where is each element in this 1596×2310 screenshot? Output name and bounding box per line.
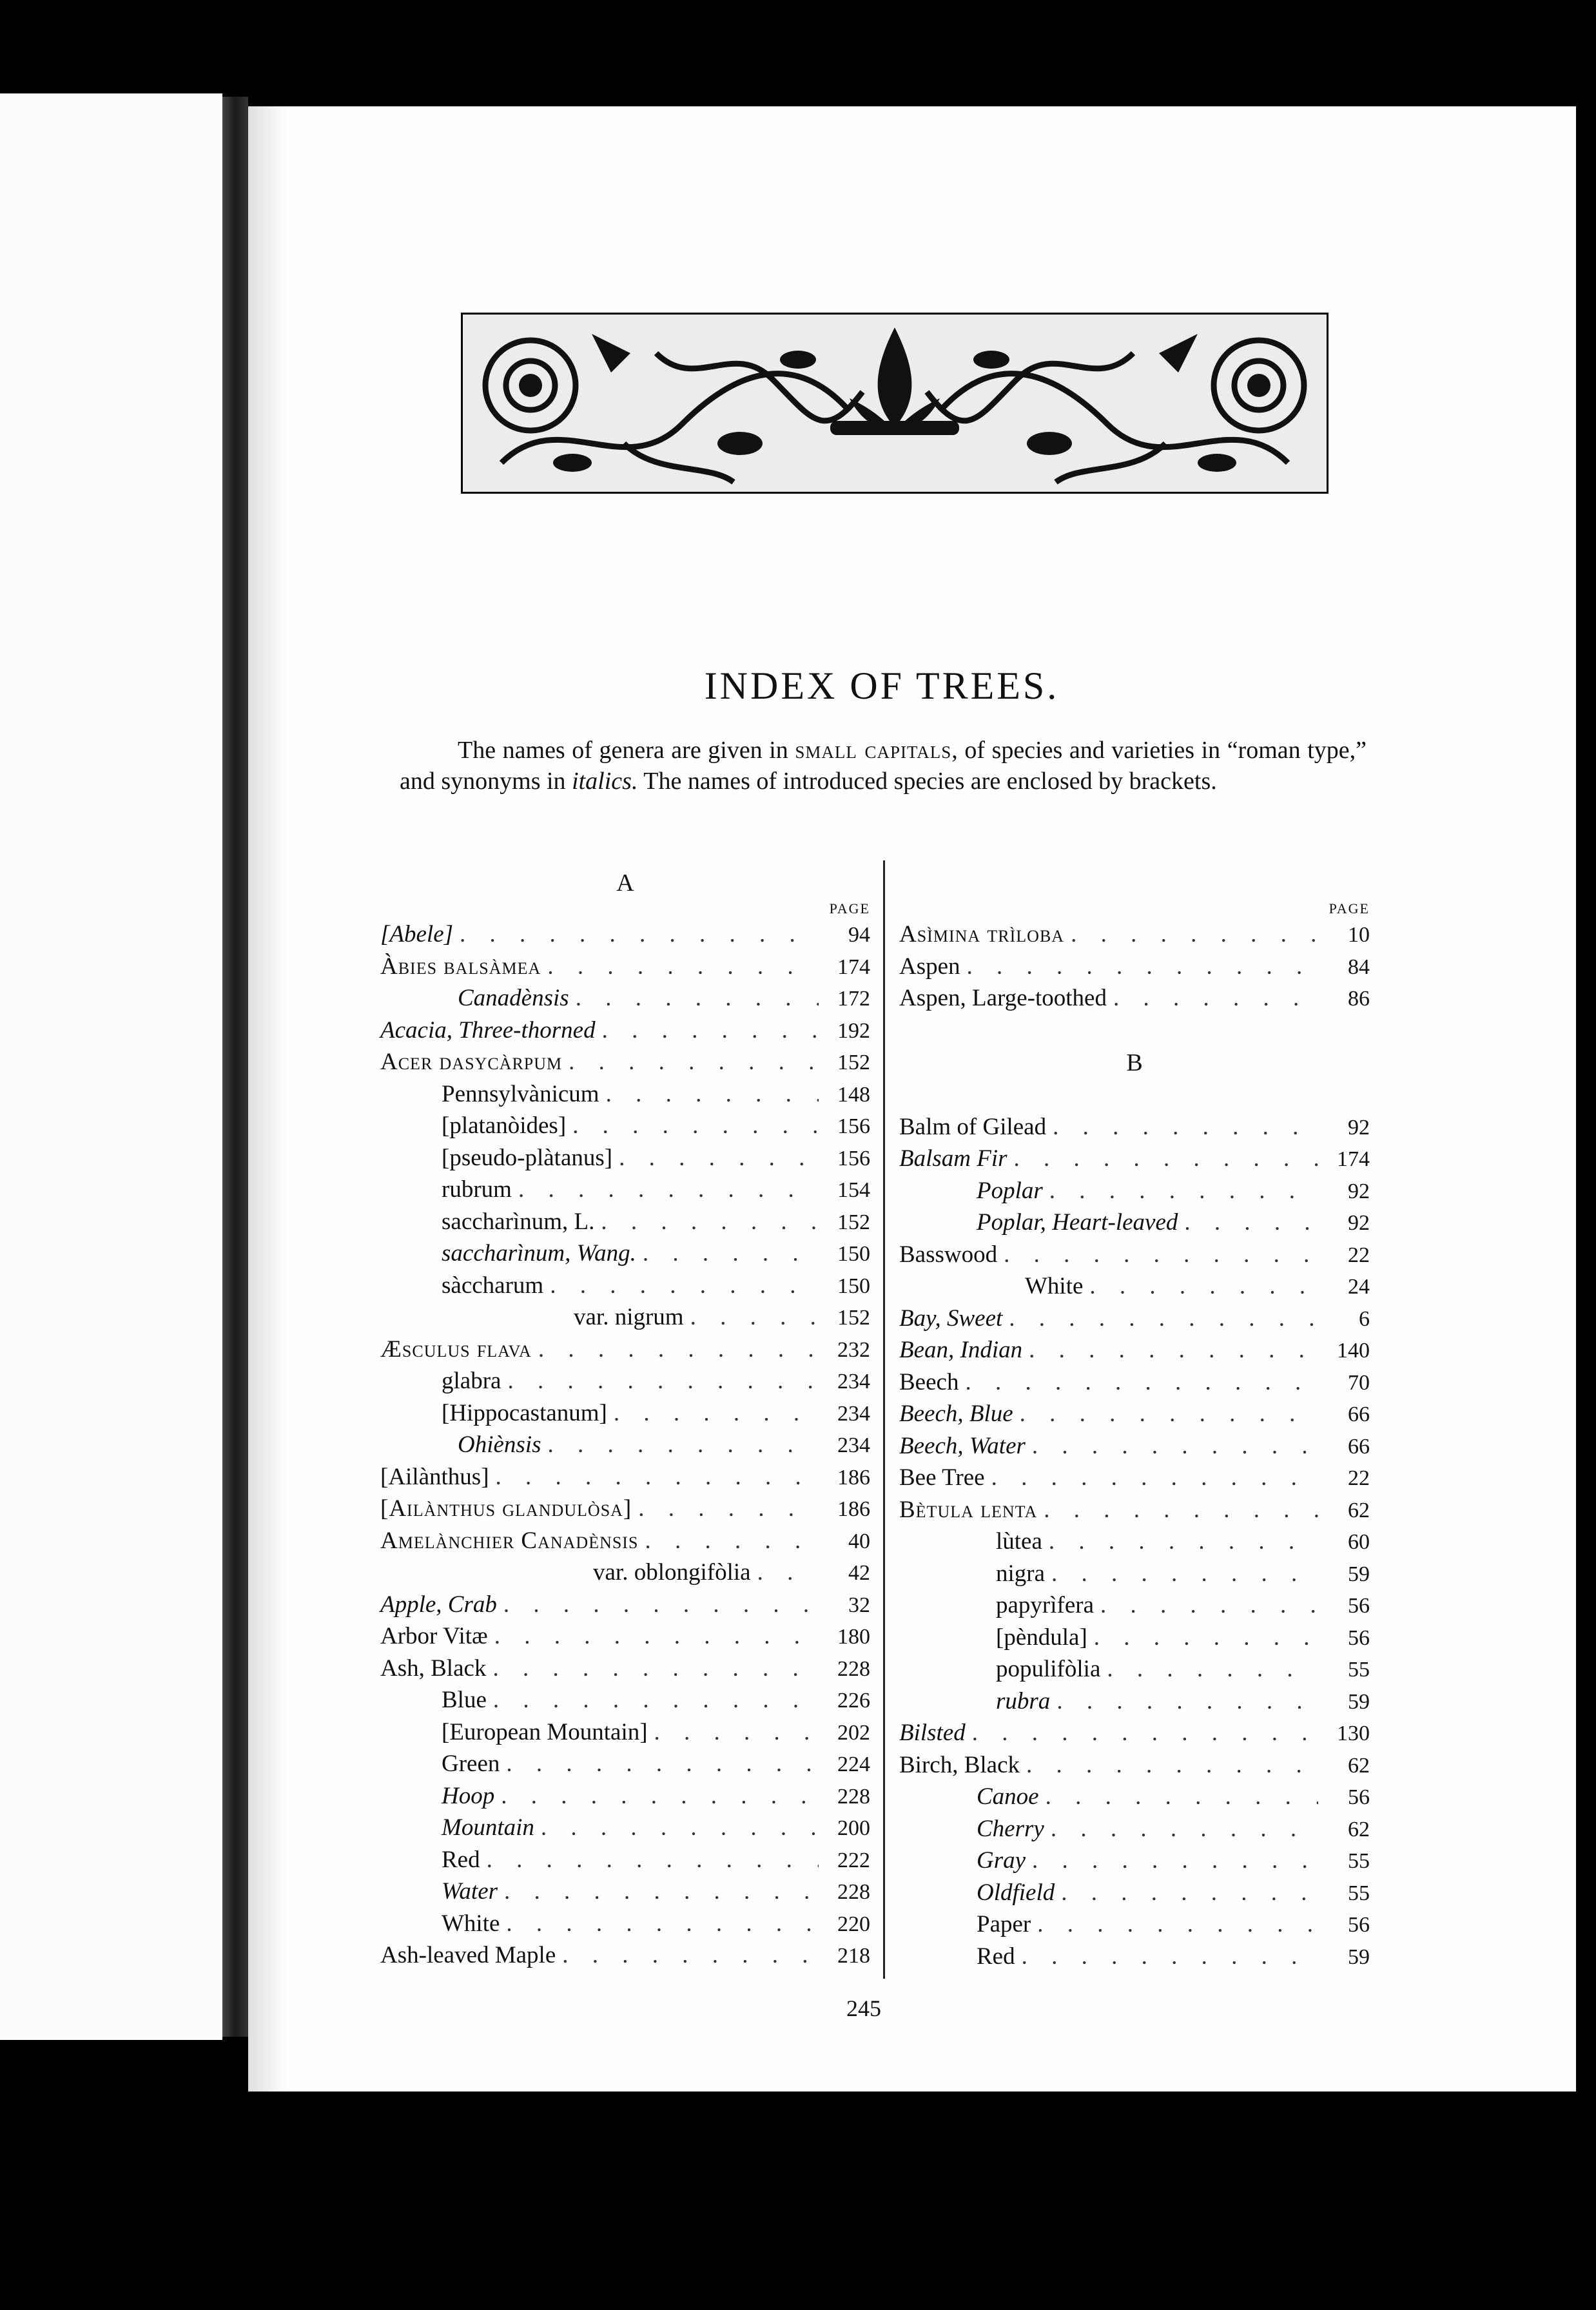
entry-page: 55 [1348, 1881, 1370, 1905]
entry-name: Pennsylvànicum [442, 1080, 599, 1107]
entry-page: 228 [837, 1784, 870, 1809]
entry-page: 56 [1348, 1626, 1370, 1650]
entry-name: Basswood [899, 1241, 998, 1268]
intro-paragraph [400, 735, 1367, 797]
entry-page: 218 [837, 1944, 870, 1968]
index-entry [380, 1238, 870, 1270]
entry-page: 152 [837, 1210, 870, 1234]
entry-name: [Ailànthus] [380, 1463, 489, 1490]
entry-page: 220 [837, 1912, 870, 1936]
index-entry [380, 1493, 870, 1525]
entry-name: Canadènsis [458, 985, 569, 1011]
entry-page: 60 [1348, 1530, 1370, 1554]
entry-page: 62 [1348, 1817, 1370, 1841]
book-gutter [222, 97, 248, 2037]
entry-name: [Hippocastanum] [442, 1399, 607, 1426]
entry-page: 92 [1348, 1179, 1370, 1203]
entry-page: 150 [837, 1274, 870, 1298]
entry-name: Beech, Blue [899, 1401, 1013, 1427]
index-entry [899, 1526, 1370, 1558]
entry-page: 234 [837, 1370, 870, 1393]
index-entry [899, 1941, 1370, 1973]
entry-page: 22 [1348, 1466, 1370, 1490]
entry-name: White [442, 1910, 500, 1937]
index-entry [899, 1462, 1370, 1494]
entry-page: 86 [1348, 987, 1370, 1011]
index-entry [380, 1716, 870, 1749]
entry-page: 42 [848, 1561, 870, 1585]
entry-name: Poplar [977, 1177, 1043, 1204]
entry-name: sàccharum [442, 1272, 544, 1299]
entry-name: var. oblongifòlia [593, 1559, 751, 1586]
index-entry [380, 1908, 870, 1940]
entry-name: Beech [899, 1368, 959, 1395]
facing-page [0, 93, 222, 2040]
entry-name: Balm of Gilead [899, 1113, 1047, 1140]
index-entry [899, 1303, 1370, 1335]
entry-page: 59 [1348, 1945, 1370, 1969]
entry-name: Arbor Vitæ [380, 1623, 488, 1649]
entry-page: 172 [837, 987, 870, 1011]
entry-name: Bay, Sweet [899, 1305, 1003, 1332]
entry-name: Birch, Black [899, 1751, 1020, 1778]
section-letter: A [616, 869, 634, 897]
entry-name: Bee Tree [899, 1464, 985, 1491]
index-entry [899, 1653, 1370, 1685]
index-entry [380, 1301, 870, 1334]
index-entry [380, 1110, 870, 1142]
entry-name: [Abele] [380, 921, 454, 947]
entry-page: 84 [1348, 955, 1370, 979]
decorative-headpiece [461, 313, 1328, 494]
index-entry [899, 1239, 1370, 1271]
entry-name: Aspen, Large-toothed [899, 985, 1107, 1011]
entry-name: saccharìnum, L. [442, 1208, 595, 1235]
entry-page: 156 [837, 1114, 870, 1138]
entry-page: 62 [1348, 1498, 1370, 1522]
entry-page: 59 [1348, 1562, 1370, 1586]
entry-name: Bilsted [899, 1720, 966, 1746]
index-entry [899, 1366, 1370, 1399]
index-entry [899, 1494, 1370, 1526]
entry-name: Red [442, 1846, 480, 1873]
entry-name: Paper [977, 1911, 1031, 1937]
index-entry [380, 1780, 870, 1812]
entry-name: [platanòides] [442, 1112, 567, 1139]
entry-page: 55 [1348, 1658, 1370, 1682]
index-entry [380, 1174, 870, 1206]
index-entry [899, 1175, 1370, 1207]
entry-name: Àbies balsàmea [380, 953, 541, 980]
entry-name: White [1025, 1273, 1084, 1299]
entry-page: 92 [1348, 1211, 1370, 1235]
index-entry [899, 951, 1370, 983]
entry-name: rubrum [442, 1176, 512, 1203]
index-entry [899, 982, 1370, 1014]
index-column-left [380, 867, 870, 1972]
entry-page: 140 [1337, 1339, 1370, 1363]
index-entry [899, 1270, 1370, 1303]
index-entry [380, 1812, 870, 1844]
index-entry [380, 1270, 870, 1302]
entry-name: rubra [996, 1687, 1051, 1714]
index-entry [899, 1813, 1370, 1845]
index-entry [899, 1207, 1370, 1239]
entry-name: Blue [442, 1687, 487, 1713]
intro-text-2: , of species and varieties in “roman type,” and synonyms in [400, 737, 1367, 795]
entry-name: Poplar, Heart-leaved [977, 1209, 1178, 1236]
entry-page: 234 [837, 1401, 870, 1426]
index-entry [380, 1014, 870, 1047]
entry-page: 232 [837, 1337, 870, 1362]
entry-page: 55 [1348, 1849, 1370, 1873]
entry-name: Cherry [977, 1815, 1044, 1842]
index-entry [380, 1142, 870, 1174]
index-entry [899, 1143, 1370, 1175]
index-entry [899, 918, 1370, 951]
entry-page: 150 [837, 1242, 870, 1266]
entry-name: Water [442, 1878, 498, 1905]
entry-name: Asìmina trìloba [899, 921, 1065, 947]
entry-page: 56 [1348, 1913, 1370, 1937]
entry-name: saccharìnum, Wang. [442, 1240, 636, 1267]
entry-page: 40 [848, 1529, 870, 1553]
index-entry [899, 1334, 1370, 1366]
entry-page: 148 [837, 1082, 870, 1107]
entry-name: Balsam Fir [899, 1145, 1007, 1172]
index-entry [899, 1398, 1370, 1430]
index-entry [380, 1876, 870, 1908]
index-entry [380, 1461, 870, 1493]
entry-page: 228 [837, 1880, 870, 1904]
index-entry [380, 1525, 870, 1557]
index-entry [899, 1877, 1370, 1909]
index-column-right [899, 867, 1370, 1972]
index-entry [899, 1430, 1370, 1462]
index-entry [899, 1749, 1370, 1781]
entry-page: 6 [1359, 1306, 1370, 1331]
index-entry [380, 1653, 870, 1685]
entry-page: 224 [837, 1752, 870, 1776]
entry-page: 24 [1348, 1275, 1370, 1299]
index-entry [380, 951, 870, 983]
entry-page: 66 [1348, 1402, 1370, 1426]
entry-name: Hoop [442, 1782, 495, 1809]
entry-name: Red [977, 1943, 1015, 1970]
entry-name: Æsculus flava [380, 1335, 532, 1363]
page-title: INDEX OF TREES. [704, 665, 1060, 707]
intro-text-3: The names of introduced species are enclosed by brackets. [637, 768, 1217, 795]
entry-name: Aspen [899, 953, 960, 980]
index-entry [380, 1748, 870, 1780]
index-entry [380, 1620, 870, 1653]
entry-page: 32 [848, 1593, 870, 1617]
page-column-header: PAGE [1328, 900, 1370, 917]
index-entry [380, 982, 870, 1014]
index-entry [899, 1622, 1370, 1654]
entry-name: Bean, Indian [899, 1337, 1023, 1363]
index-entry [380, 1206, 870, 1238]
entry-name: glabra [442, 1368, 501, 1394]
entry-name: Oldfield [977, 1879, 1055, 1906]
index-entry [380, 1334, 870, 1366]
entry-page: 66 [1348, 1434, 1370, 1459]
index-entry [899, 1558, 1370, 1590]
entry-page: 200 [837, 1816, 870, 1840]
entry-page: 56 [1348, 1785, 1370, 1809]
entry-page: 228 [837, 1656, 870, 1681]
entry-page: 10 [1348, 923, 1370, 947]
entry-page: 92 [1348, 1115, 1370, 1140]
ornament-icon [463, 315, 1327, 492]
entry-name: Mountain [442, 1814, 534, 1841]
entry-page: 130 [1337, 1722, 1370, 1745]
index-entry [380, 1684, 870, 1716]
index-entry [380, 1429, 870, 1461]
entry-page: 152 [837, 1306, 870, 1330]
entry-page: 186 [837, 1465, 870, 1490]
entry-name: Green [442, 1751, 500, 1777]
entry-name: [European Mountain] [442, 1718, 648, 1745]
index-entry [899, 1781, 1370, 1813]
entry-page: 94 [848, 923, 870, 947]
page-shadow [248, 106, 287, 2092]
index-entry [899, 1111, 1370, 1143]
entry-name: papyrìfera [996, 1592, 1095, 1618]
entry-name: Gray [977, 1847, 1026, 1874]
index-entry [899, 1845, 1370, 1877]
entry-page: 192 [837, 1018, 870, 1043]
entry-name: populifòlia [996, 1656, 1101, 1682]
section-letter: B [1126, 1049, 1143, 1076]
entry-name: Acacia, Three-thorned [380, 1016, 596, 1043]
index-entry [380, 1397, 870, 1430]
entry-name: Ohiènsis [458, 1432, 541, 1458]
index-entry [380, 1844, 870, 1876]
intro-small-caps: small capitals [795, 737, 952, 764]
entry-page: 154 [837, 1178, 870, 1202]
entry-name: lùtea [996, 1528, 1042, 1555]
index-entry [899, 1717, 1370, 1749]
entry-page: 202 [837, 1720, 870, 1745]
intro-text-1: The names of genera are given in [458, 737, 795, 764]
index-entry [380, 1589, 870, 1621]
page-column-header: PAGE [829, 900, 870, 917]
entry-page: 59 [1348, 1689, 1370, 1714]
entry-page: 156 [837, 1146, 870, 1170]
entry-name: [Ailànthus glandulòsa] [380, 1495, 632, 1522]
index-entry [380, 1365, 870, 1397]
index-entry [899, 1589, 1370, 1622]
entry-name: [pèndula] [996, 1624, 1087, 1651]
entry-name: Beech, Water [899, 1432, 1026, 1459]
entry-name: Bètula lenta [899, 1496, 1038, 1523]
entry-name: Amelànchier Canadènsis [380, 1527, 639, 1554]
entry-name: Canoe [977, 1783, 1039, 1810]
entry-page: 22 [1348, 1243, 1370, 1267]
index-entry [899, 1685, 1370, 1718]
entry-page: 226 [837, 1689, 870, 1713]
entry-page: 222 [837, 1848, 870, 1872]
entry-name: [pseudo-plàtanus] [442, 1144, 613, 1171]
column-divider [883, 860, 885, 1979]
entry-page: 62 [1348, 1753, 1370, 1778]
entry-name: var. nigrum [574, 1304, 684, 1330]
entry-page: 186 [837, 1497, 870, 1521]
entry-page: 174 [1337, 1147, 1370, 1171]
entry-page: 70 [1348, 1370, 1370, 1395]
entry-name: Ash-leaved Maple [380, 1942, 556, 1968]
index-entry [380, 1078, 870, 1111]
index-entry [380, 1046, 870, 1078]
entry-name: Acer dasycàrpum [380, 1049, 563, 1075]
entry-name: Apple, Crab [380, 1591, 497, 1618]
page-number: 245 [846, 1995, 881, 2021]
entry-page: 56 [1348, 1594, 1370, 1618]
entry-name: Ash, Black [380, 1655, 487, 1682]
index-entry [380, 1557, 870, 1589]
entry-name: nigra [996, 1560, 1046, 1587]
index-entry [380, 918, 870, 951]
index-entry [899, 1908, 1370, 1941]
index-entry [380, 1939, 870, 1972]
entry-page: 180 [837, 1625, 870, 1649]
intro-italics: italics. [572, 768, 638, 795]
entry-page: 152 [837, 1051, 870, 1074]
entry-page: 234 [837, 1433, 870, 1457]
entry-page: 174 [837, 955, 870, 979]
